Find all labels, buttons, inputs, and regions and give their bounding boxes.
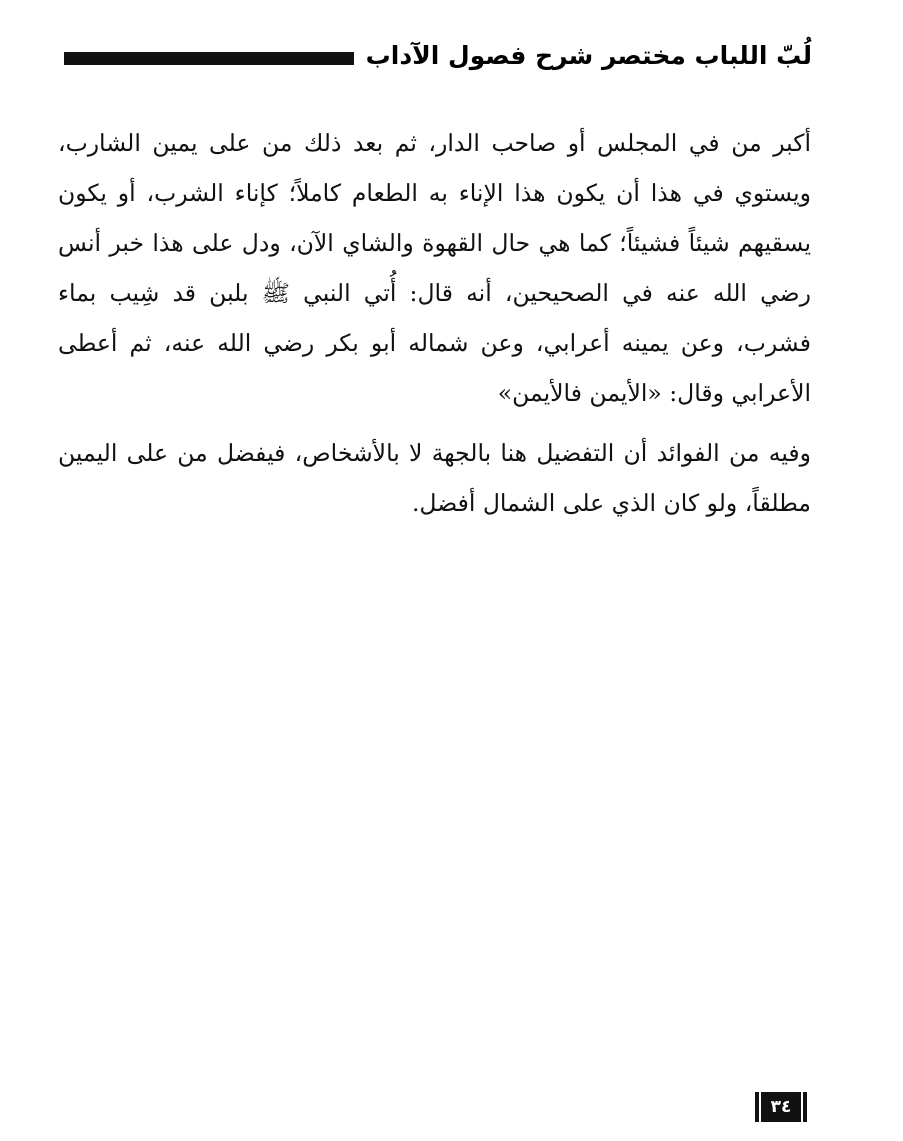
page-number-right-edge (803, 1092, 807, 1122)
page-number: ٣٤ (761, 1092, 801, 1122)
paragraph-2: وفيه من الفوائد أن التفضيل هنا بالجهة لا بالأشخاص، فيفضل من على اليمين مطلقاً، ولو كان الذي على الشمال أفضل. (58, 439, 811, 517)
paragraph-1: أكبر من في المجلس أو صاحب الدار، ثم بعد ذلك من على يمين الشارب، ويستوي في هذا أن يكون هذا الإناء به الطعام كاملاً؛ كإناء الشرب، أو يكون يسقيهم شيئاً فشيئاً؛ كما هي حال القهوة والشاي الآن، ودل على هذا خبر أنس رضي الله عنه في الصحيحين، أنه قال: أُتي النبي ﷺ بلبن قد شِيب بماء فشرب، وعن يمينه أعرابي، وعن شماله أبو بكر رضي الله عنه، ثم أعطى الأعرابي وقال: «الأيمن فالأيمن» (58, 129, 811, 407)
page-number-badge (751, 1092, 811, 1122)
header-rule (64, 52, 354, 65)
main-text (58, 118, 811, 528)
book-title: لُبّ اللباب مختصر شرح فصول الآداب (365, 40, 812, 70)
running-header (64, 30, 812, 80)
page-number-left-edge (755, 1092, 759, 1122)
